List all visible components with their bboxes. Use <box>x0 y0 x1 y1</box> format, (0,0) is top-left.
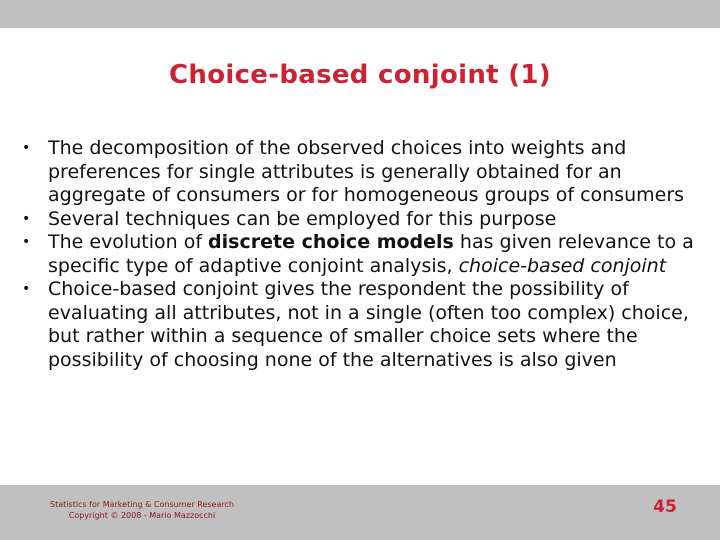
bullet-icon: • <box>22 140 31 156</box>
bullet-item <box>20 208 710 232</box>
footer-credits <box>32 499 252 521</box>
slide <box>0 28 720 540</box>
bullet-item <box>20 278 710 372</box>
bullet-text-pre: The evolution of <box>48 231 209 253</box>
bullet-text-italic: choice-based conjoint <box>458 254 667 277</box>
bullet-text: The decomposition of the observed choices into weights and preferences for single attributes is generally obtained for an aggregate of consumers or for homogeneous groups of consumers <box>48 137 685 206</box>
footer-bar <box>0 485 720 540</box>
bullet-icon: • <box>22 281 31 297</box>
bullet-text-mid: has given relevance to a specific type of adaptive conjoint analysis, <box>48 231 694 277</box>
bullet-icon: • <box>22 210 31 227</box>
footer-course-title: Statistics for Marketing & Consumer Research <box>50 500 234 509</box>
bullet-item <box>20 231 710 278</box>
bullet-text: Choice-based conjoint gives the respondent the possibility of evaluating all attributes, not in a single (often too complex) choice, but rather within a sequence of smaller choice sets where the possibility of choosing none of the alternatives is also given <box>48 278 689 371</box>
bullet-text-bold: discrete choice models <box>208 231 454 253</box>
page-number: 45 <box>653 497 677 517</box>
bullet-list <box>20 137 710 372</box>
bullet-text: Several techniques can be employed for this purpose <box>48 207 557 230</box>
bullet-item <box>20 137 710 208</box>
slide-title: Choice-based conjoint (1) <box>169 60 551 90</box>
footer-copyright: Copyright © 2008 - Mario Mazzocchi <box>68 511 216 520</box>
bullet-icon: • <box>22 234 31 250</box>
